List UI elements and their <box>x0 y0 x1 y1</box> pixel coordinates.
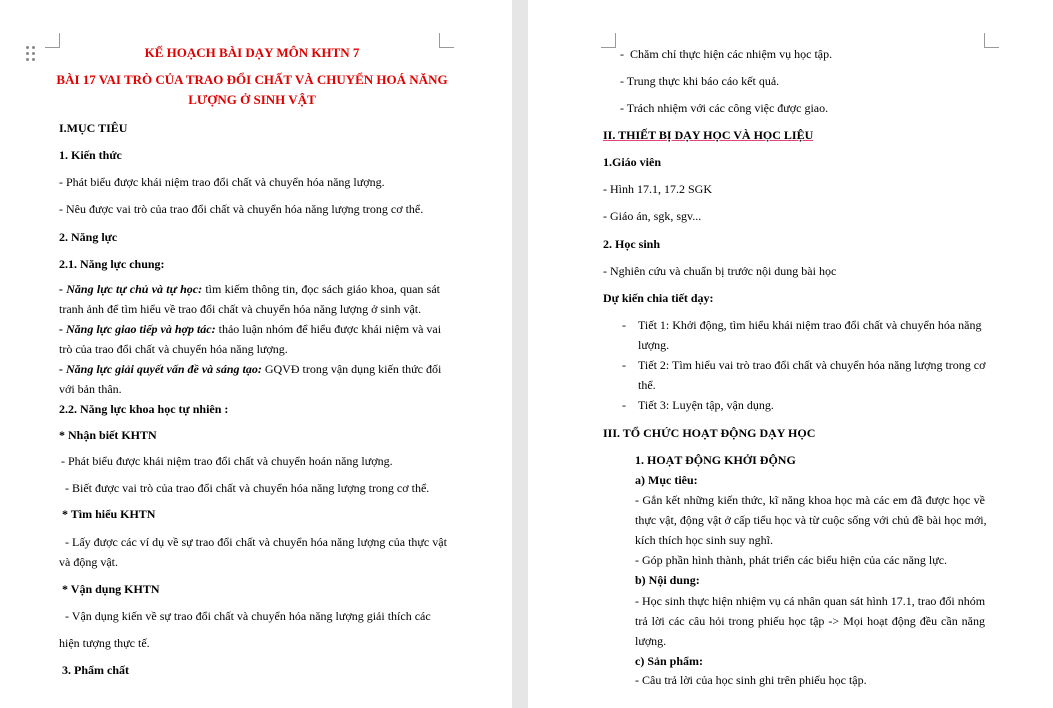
paragraph: lượng. <box>635 634 667 648</box>
paragraph: - Gắn kết những kiến thức, kĩ năng khoa học mà các em đã được học về <box>635 493 985 507</box>
paragraph: với bản thân. <box>59 382 122 396</box>
heading-thiet-bi <box>603 128 813 142</box>
paragraph <box>59 322 440 336</box>
paragraph <box>59 362 440 376</box>
heading-hoc-sinh: 2. Học sinh <box>603 237 661 251</box>
heading-van-dung: * Vận dụng KHTN <box>62 582 160 596</box>
list-item: Tiết 1: Khởi động, tìm hiểu khái niệm trao đổi chất và chuyển hóa năng <box>638 318 982 332</box>
paragraph: - Hình 17.1, 17.2 SGK <box>603 182 713 196</box>
heading-nang-luc: 2. Năng lực <box>59 230 118 244</box>
heading-pham-chat: 3. Phẩm chất <box>62 663 129 677</box>
lesson-title-line2: LƯỢNG Ở SINH VẬT <box>188 92 316 107</box>
heading-muc-tieu: I.MỤC TIÊU <box>59 121 128 135</box>
paragraph: - Học sinh thực hiện nhiệm vụ cá nhân quan sát hình 17.1, trao đổi nhóm <box>635 594 986 608</box>
paragraph-text: tìm kiếm thông tin, đọc sách giáo khoa, quan sát <box>202 282 440 296</box>
list-item: - Trung thực khi báo cáo kết quả. <box>620 74 780 88</box>
heading-tim-hieu: * Tìm hiểu KHTN <box>62 507 156 521</box>
heading-giao-vien: 1.Giáo viên <box>603 155 662 169</box>
term-label: - Năng lực giải quyết vấn đề và sáng tạo: <box>59 362 262 376</box>
bullet-dash: - <box>622 318 626 332</box>
paragraph: - Phát biểu được khái niệm trao đổi chất và chuyển hoán năng lượng. <box>61 454 393 468</box>
paragraph: - Nghiên cứu và chuẩn bị trước nội dung bài học <box>603 264 837 278</box>
list-item: thể. <box>638 378 656 392</box>
heading-nang-luc-khtn: 2.2. Năng lực khoa học tự nhiên : <box>59 402 229 416</box>
lesson-title-line1: BÀI 17 VAI TRÒ CỦA TRAO ĐỔI CHẤT VÀ CHUYỂN HOÁ NĂNG <box>56 72 448 87</box>
paragraph: trả lời các câu hỏi trong phiếu học tập -> Mọi hoạt động đều cần năng <box>635 614 985 628</box>
heading-thiet-bi-text: II. THIẾT BỊ DẠY HỌC VÀ HỌC LIỆU <box>603 128 814 142</box>
paragraph: và động vật. <box>59 555 118 569</box>
paragraph: - Nêu được vai trò của trao đổi chất và chuyển hóa năng lượng trong cơ thể. <box>59 202 424 216</box>
paragraph <box>59 282 440 296</box>
bullet-dash: - <box>622 398 626 412</box>
heading-du-kien: Dự kiến chia tiết dạy: <box>603 291 714 305</box>
list-item: Tiết 3: Luyện tập, vận dụng. <box>638 398 774 412</box>
list-item: - Trách nhiệm với các công việc được giao. <box>620 101 829 115</box>
document-page-right <box>528 0 1053 708</box>
paragraph: kích thích học sinh suy nghĩ. <box>635 533 773 547</box>
paragraph: - Giáo án, sgk, sgv... <box>603 209 702 223</box>
term-label: - Năng lực giao tiếp và hợp tác: <box>59 322 216 336</box>
paragraph: - Lấy được các ví dụ về sự trao đổi chất và chuyển hóa năng lượng của thực vật <box>65 535 447 549</box>
paragraph-text: thảo luận nhóm để hiểu được khái niệm và vai <box>215 322 442 336</box>
list-item: - Chăm chỉ thực hiện các nhiệm vụ học tập. <box>620 47 833 61</box>
list-item: Tiết 2: Tìm hiểu vai trò trao đổi chất và chuyển hóa năng lượng trong cơ <box>638 358 986 372</box>
bullet-dash: - <box>622 358 626 372</box>
paragraph-text: GQVĐ trong vận dụng kiến thức đối <box>261 362 442 376</box>
paragraph: trò của trao đổi chất và chuyển hóa năng lượng. <box>59 342 288 356</box>
paragraph: - Góp phần hình thành, phát triển các biểu hiện của các năng lực. <box>635 553 948 567</box>
paragraph: hiện tượng thực tế. <box>59 636 150 650</box>
doc-title: KẾ HOẠCH BÀI DẠY MÔN KHTN 7 <box>144 45 360 60</box>
paragraph: tranh ảnh để tìm hiểu về trao đổi chất và chuyển hóa năng lượng ở sinh vật. <box>59 302 422 316</box>
list-item-text: Chăm chỉ thực hiện các nhiệm vụ học tập. <box>630 47 833 61</box>
margin-corner-top-right <box>984 33 999 48</box>
paragraph: - Câu trả lời của học sinh ghi trên phiếu học tập. <box>635 673 867 687</box>
margin-corner-top-left <box>601 33 616 48</box>
list-item: lượng. <box>638 338 670 352</box>
paragraph: - Phát biểu được khái niệm trao đổi chất và chuyển hóa năng lượng. <box>59 175 385 189</box>
heading-nang-luc-chung: 2.1. Năng lực chung: <box>59 257 165 271</box>
paragraph: - Vận dụng kiến về sự trao đổi chất và chuyển hóa năng lượng giải thích các <box>65 609 431 623</box>
paragraph: thực vật, động vật ở cấp tiểu học và từ cuộc sống với chủ đề bài học mới, <box>635 513 987 527</box>
heading-muc-tieu-a: a) Mục tiêu: <box>635 473 698 487</box>
drag-handle-icon[interactable] <box>26 46 38 62</box>
paragraph: - Biết được vai trò của trao đổi chất và chuyển hóa năng lượng trong cơ thể. <box>65 481 430 495</box>
document-page-left <box>0 0 512 708</box>
term-label: - Năng lực tự chủ và tự học: <box>59 282 203 296</box>
heading-khoi-dong: 1. HOẠT ĐỘNG KHỞI ĐỘNG <box>635 453 796 467</box>
heading-noi-dung: b) Nội dung: <box>635 573 700 587</box>
heading-to-chuc: III. TỔ CHỨC HOẠT ĐỘNG DẠY HỌC <box>603 426 816 440</box>
heading-san-pham: c) Sản phẩm: <box>635 654 704 668</box>
heading-nhan-biet: * Nhận biết KHTN <box>59 428 157 442</box>
heading-kien-thuc: 1. Kiến thức <box>59 148 122 162</box>
